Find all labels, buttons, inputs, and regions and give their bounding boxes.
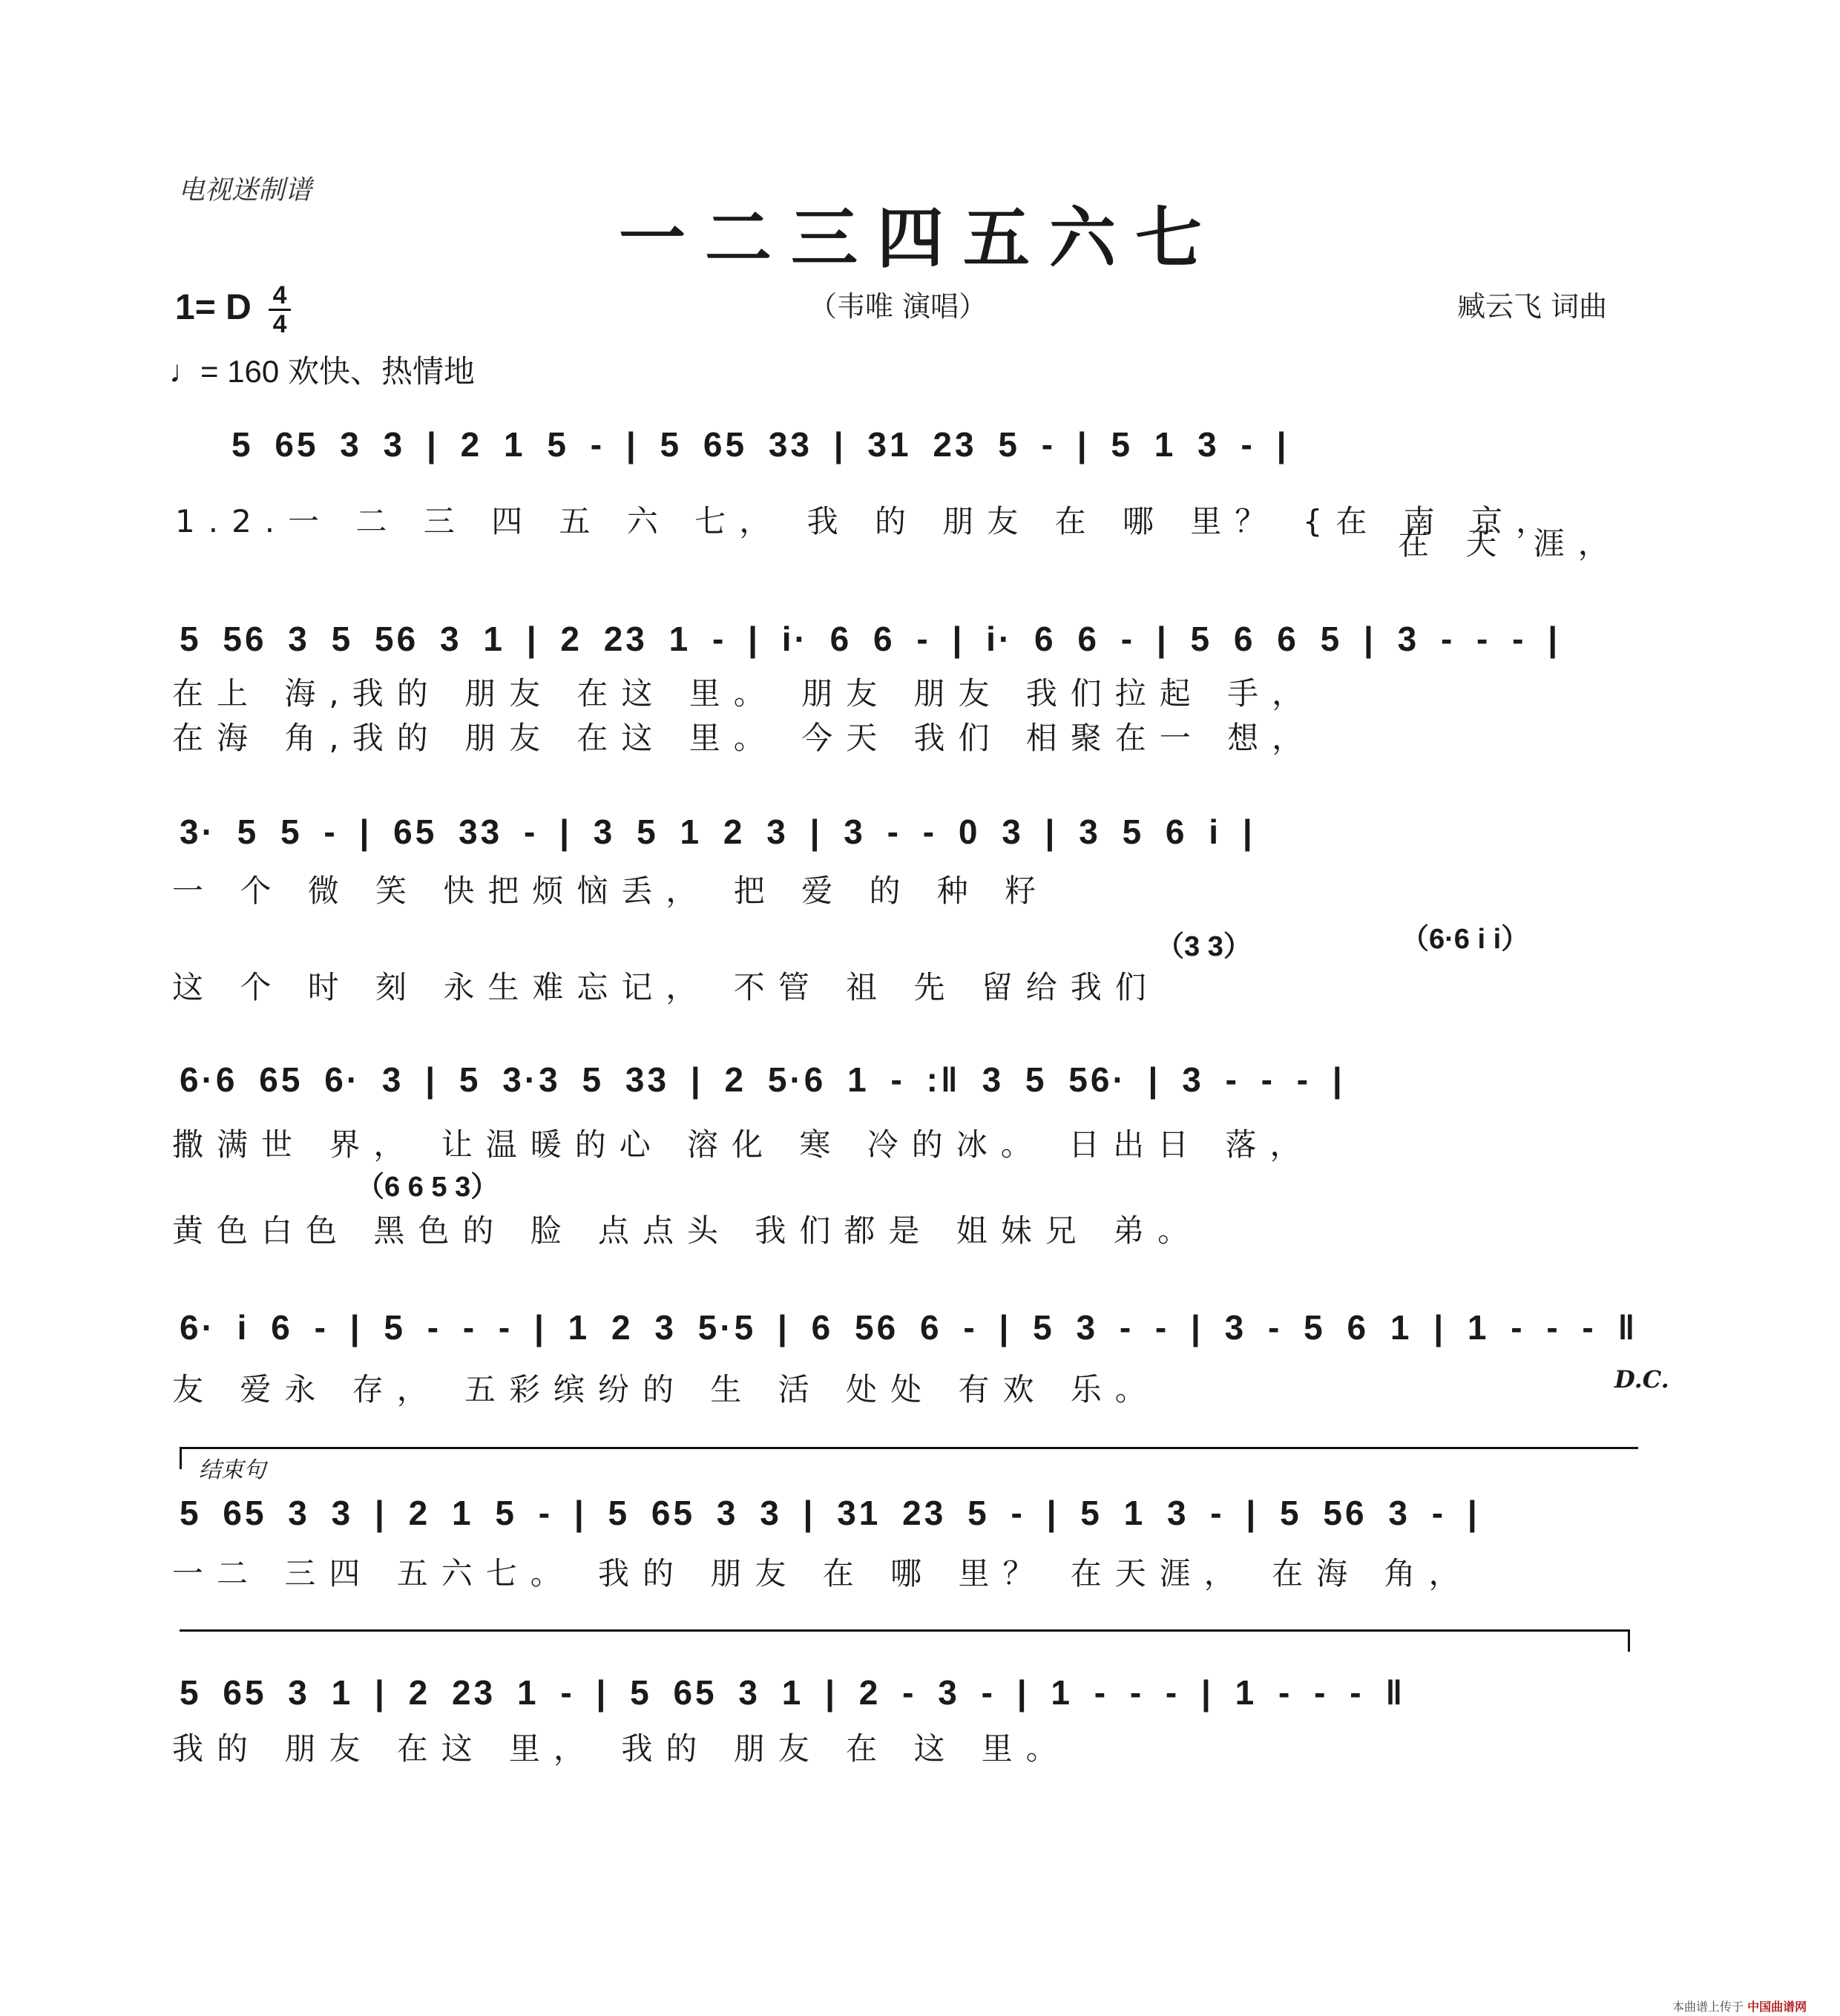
notation-line-2: 5 56 3 5 56 3 1 | 2 23 1 - | i· 6 6 - | i· 6 6 - | 5 6 6 5 | 3 - - - | (180, 620, 1561, 658)
tempo-marking: ♩= 160 欢快、热情地 (169, 354, 475, 389)
notation-line-1: 5 65 3 3 | 2 1 5 - | 5 65 33 | 31 23 5 - | 5 1 3 - | (231, 425, 1289, 464)
alternate-notes-3a: （3 3） (1156, 931, 1252, 962)
alternate-notes-4: （6 6 5 3） (356, 1172, 499, 1203)
ending-bracket-left (180, 1447, 182, 1469)
lyric-line-1b: 在 天 涯， (1398, 525, 1623, 562)
lyric-line-5: 友 爱永 存， 五彩缤纷的 生 活 处处 有欢 乐。 (172, 1371, 1160, 1408)
lyric-line-4b: 黄色白色 黑色的 脸 点点头 我们都是 姐妹兄 弟。 (172, 1212, 1203, 1249)
ending-label: 结束句 (199, 1457, 266, 1483)
final-bracket-top (180, 1629, 1629, 1632)
song-title: 一二三四五六七 (619, 199, 1221, 278)
footer-site: 中国曲谱网 (1747, 2000, 1807, 2014)
performer: （韦唯 演唱） (809, 290, 988, 323)
ending-bracket-top (180, 1447, 1638, 1449)
footer-prefix: 本曲谱上传于 (1672, 2000, 1744, 2014)
notation-line-7: 5 65 3 1 | 2 23 1 - | 5 65 3 1 | 2 - 3 - | 1 - - - | 1 - - - ‖ (180, 1673, 1406, 1712)
lyric-line-2a: 在上 海,我的 朋友 在这 里。 朋友 朋友 我们拉起 手， (172, 675, 1317, 712)
notation-line-6: 5 65 3 3 | 2 1 5 - | 5 65 3 3 | 31 23 5 - | 5 1 3 - | 5 56 3 - | (180, 1494, 1480, 1532)
lyric-line-4a: 撒满世 界， 让温暖的心 溶化 寒 冷的冰。 日出日 落， (172, 1126, 1315, 1163)
final-bracket-right (1628, 1629, 1630, 1652)
time-signature-top: 4 (272, 281, 287, 309)
time-signature-bottom: 4 (272, 310, 287, 338)
lyric-line-1a: 1.2.一 二 三 四 五 六 七， 我 的 朋友 在 哪 里？ {在 南 京， (175, 503, 1561, 539)
arranger-credit: 电视迷制谱 (178, 175, 312, 206)
composer-credit: 臧云飞 词曲 (1457, 290, 1608, 323)
time-signature (269, 283, 291, 336)
key-label: 1= D (175, 288, 252, 328)
da-capo-marking: D.C. (1614, 1365, 1669, 1393)
key-signature (175, 283, 291, 336)
lyric-line-7: 我的 朋友 在这 里， 我的 朋友 在 这 里。 (172, 1730, 1071, 1767)
upload-footer (1672, 1997, 1807, 2015)
lyric-line-6: 一二 三四 五六七。 我的 朋友 在 哪 里？ 在天涯， 在海 角， (172, 1555, 1473, 1592)
lyric-line-3b: 这 个 时 刻 永生难忘记， 不管 祖 先 留给我们 (172, 969, 1160, 1005)
lyric-line-2b: 在海 角,我的 朋友 在这 里。 今天 我们 相聚在一 想， (172, 720, 1317, 756)
alternate-notes-3b: （6·6 i i） (1401, 924, 1530, 955)
lyric-line-3a: 一 个 微 笑 快把烦恼丢， 把 爱 的 种 籽 (172, 873, 1050, 909)
notation-line-4: 6·6 65 6· 3 | 5 3·3 5 33 | 2 5·6 1 - :‖ 3 5 56· | 3 - - - | (180, 1060, 1345, 1099)
notation-line-5: 6· i 6 - | 5 - - - | 1 2 3 5·5 | 6 56 6 - | 5 3 - - | 3 - 5 6 1 | 1 - - - ‖ (180, 1308, 1638, 1347)
notation-line-3: 3· 5 5 - | 65 33 - | 3 5 1 2 3 | 3 - - 0 3 | 3 5 6 i | (180, 812, 1255, 851)
